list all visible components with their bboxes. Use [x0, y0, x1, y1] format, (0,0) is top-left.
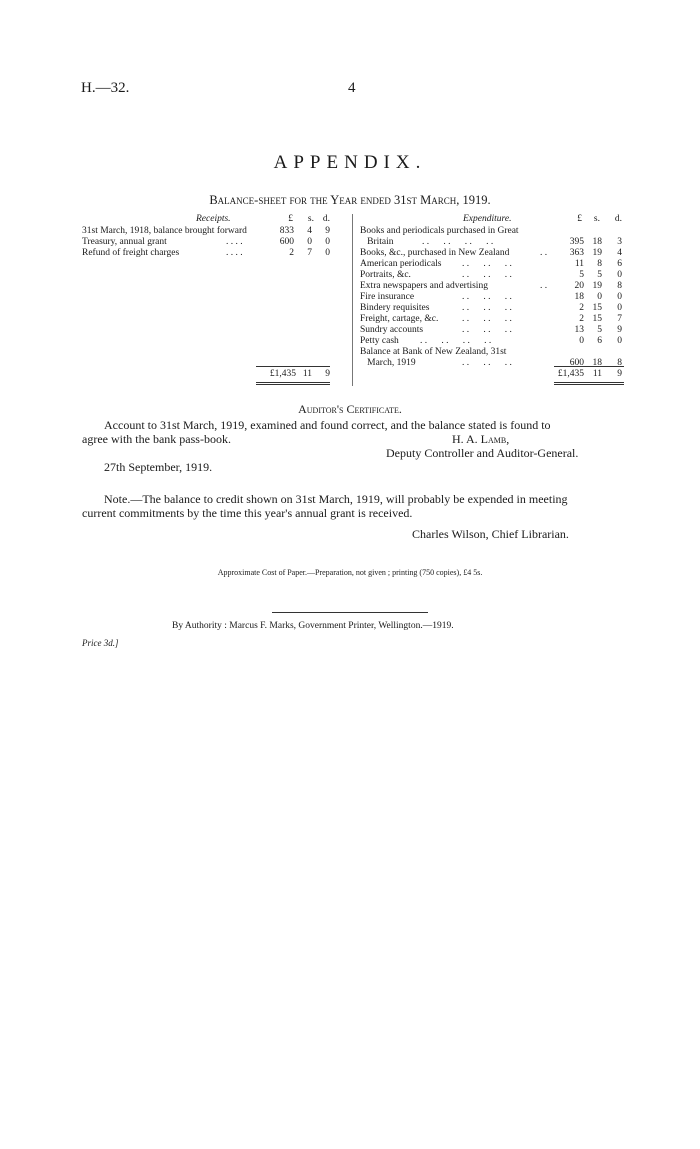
expenditure-label: Portraits, &c.: [360, 270, 411, 280]
expenditure-label: Britain: [360, 237, 394, 247]
auditor-date: 27th September, 1919.: [104, 460, 213, 474]
auditor-text-line1: Account to 31st March, 1919, examined and found correct, and the balance stated is found to: [104, 418, 551, 432]
total-receipts-pounds: £1,435: [269, 369, 296, 379]
expenditure-pence: 7: [617, 314, 622, 324]
note-signature: Charles Wilson, Chief Librarian.: [412, 527, 569, 541]
leader-dots: . . . . . .: [462, 358, 512, 368]
expenditure-shillings: 18: [592, 358, 602, 368]
expenditure-pence: 6: [617, 259, 622, 269]
expenditure-pence: 0: [617, 292, 622, 302]
expenditure-pence: 0: [617, 336, 622, 346]
leader-dots: . . . . . .: [462, 303, 512, 313]
expenditure-label: Bindery requisites: [360, 303, 430, 313]
expenditure-label: Petty cash: [360, 336, 399, 346]
receipt-pence: 0: [325, 237, 330, 247]
leader-dots: . . . . . .: [462, 270, 512, 280]
receipt-label: 31st March, 1918, balance brought forward: [82, 226, 247, 236]
page-number: 4: [348, 80, 356, 96]
expenditure-label: Books and periodicals purchased in Great: [360, 226, 519, 236]
leader-dots: . . . . . .: [462, 259, 512, 269]
expenditure-pounds: 13: [574, 325, 584, 335]
expenditure-pounds: 395: [569, 237, 584, 247]
receipt-shillings: 4: [307, 226, 312, 236]
balance-sheet-title: Balance-sheet for the Year ended 31st March, 1919.: [209, 193, 491, 207]
expenditure-shillings: 18: [592, 237, 602, 247]
total-double-rule: [554, 384, 624, 385]
expenditure-pence: 0: [617, 303, 622, 313]
expenditure-shillings: 6: [597, 336, 602, 346]
receipt-shillings: 0: [307, 237, 312, 247]
leader-dots: . . . . . . . .: [420, 336, 492, 346]
receipts-heading: Receipts.: [196, 214, 231, 224]
price: Price 3d.]: [82, 638, 119, 648]
total-double-rule: [256, 384, 330, 385]
printer-authority: By Authority : Marcus F. Marks, Government Printer, Wellington.—1919.: [172, 621, 454, 631]
expenditure-label: American periodicals: [360, 259, 442, 269]
total-double-rule: [554, 382, 624, 383]
expenditure-shillings: 15: [592, 314, 602, 324]
expenditure-heading: Expenditure.: [463, 214, 512, 224]
expenditure-shillings: 19: [592, 248, 602, 258]
shillings-header: s.: [307, 214, 314, 224]
leader-dots: . .: [540, 248, 548, 258]
auditor-signatory: H. A. Lamb,: [452, 432, 510, 446]
auditor-certificate-title: Auditor's Certificate.: [298, 402, 402, 416]
total-expenditure-pounds: £1,435: [557, 369, 584, 379]
expenditure-pence: 9: [617, 325, 622, 335]
expenditure-pounds: 11: [574, 259, 584, 269]
balance-sheet-table: [0, 0, 700, 400]
expenditure-pounds: 0: [579, 336, 584, 346]
total-rule: [554, 366, 624, 367]
leader-dots: . . . .: [226, 248, 243, 258]
appendix-title: APPENDIX.: [273, 152, 427, 173]
receipt-pence: 0: [325, 248, 330, 258]
total-double-rule: [256, 382, 330, 383]
expenditure-pounds: 20: [574, 281, 584, 291]
expenditure-label: March, 1919: [360, 358, 416, 368]
expenditure-shillings: 8: [597, 259, 602, 269]
total-expenditure-pence: 9: [617, 369, 622, 379]
receipt-pence: 9: [325, 226, 330, 236]
expenditure-shillings: 5: [597, 270, 602, 280]
shillings-header-exp: s.: [593, 214, 600, 224]
note-line1: Note.—The balance to credit shown on 31st March, 1919, will probably be expended in meeting: [104, 492, 568, 506]
pounds-header: £: [288, 214, 293, 224]
leader-dots: . . . .: [226, 237, 243, 247]
leader-dots: . . . . . .: [462, 325, 512, 335]
pence-header-exp: d.: [614, 214, 622, 224]
auditor-text-line2: agree with the bank pass-book.: [82, 432, 231, 446]
expenditure-pence: 3: [617, 237, 622, 247]
pounds-header-exp: £: [577, 214, 582, 224]
footer-rule: [272, 612, 428, 613]
expenditure-pounds: 2: [579, 303, 584, 313]
total-rule: [256, 366, 330, 367]
leader-dots: . . . . . .: [462, 314, 512, 324]
expenditure-label: Balance at Bank of New Zealand, 31st: [360, 347, 507, 357]
expenditure-pounds: 600: [569, 358, 584, 368]
receipt-pounds: 600: [279, 237, 294, 247]
total-receipts-pence: 9: [325, 369, 330, 379]
receipt-pounds: 2: [289, 248, 294, 258]
expenditure-pounds: 18: [574, 292, 584, 302]
expenditure-pence: 0: [617, 270, 622, 280]
cost-line: Approximate Cost of Paper.—Preparation, not given ; printing (750 copies), £4 5s.: [217, 568, 483, 577]
expenditure-pence: 4: [617, 248, 622, 258]
receipt-shillings: 7: [307, 248, 312, 258]
receipt-pounds: 833: [279, 226, 294, 236]
receipt-label: Refund of freight charges: [82, 248, 180, 258]
leader-dots: . . . . . . . .: [422, 237, 494, 247]
leader-dots: . . . . . .: [462, 292, 512, 302]
expenditure-shillings: 19: [592, 281, 602, 291]
note-line2: current commitments by the time this year's annual grant is received.: [82, 506, 413, 520]
expenditure-pounds: 363: [569, 248, 584, 258]
receipt-label: Treasury, annual grant: [82, 237, 167, 247]
document-id: H.—32.: [81, 80, 130, 96]
column-divider: [352, 214, 353, 386]
expenditure-pounds: 2: [579, 314, 584, 324]
expenditure-shillings: 5: [597, 325, 602, 335]
auditor-position: Deputy Controller and Auditor-General.: [386, 446, 579, 460]
expenditure-shillings: 15: [592, 303, 602, 313]
leader-dots: . .: [540, 281, 548, 291]
total-receipts-shillings: 11: [302, 369, 312, 379]
pence-header: d.: [322, 214, 330, 224]
expenditure-label: Fire insurance: [360, 292, 415, 302]
expenditure-shillings: 0: [597, 292, 602, 302]
expenditure-pounds: 5: [579, 270, 584, 280]
expenditure-label: Sundry accounts: [360, 325, 424, 335]
expenditure-label: Freight, cartage, &c.: [360, 314, 439, 324]
expenditure-label: Books, &c., purchased in New Zealand: [360, 248, 510, 258]
expenditure-pence: 8: [617, 281, 622, 291]
expenditure-label: Extra newspapers and advertising: [360, 281, 488, 291]
total-expenditure-shillings: 11: [592, 369, 602, 379]
expenditure-pence: 8: [617, 358, 622, 368]
